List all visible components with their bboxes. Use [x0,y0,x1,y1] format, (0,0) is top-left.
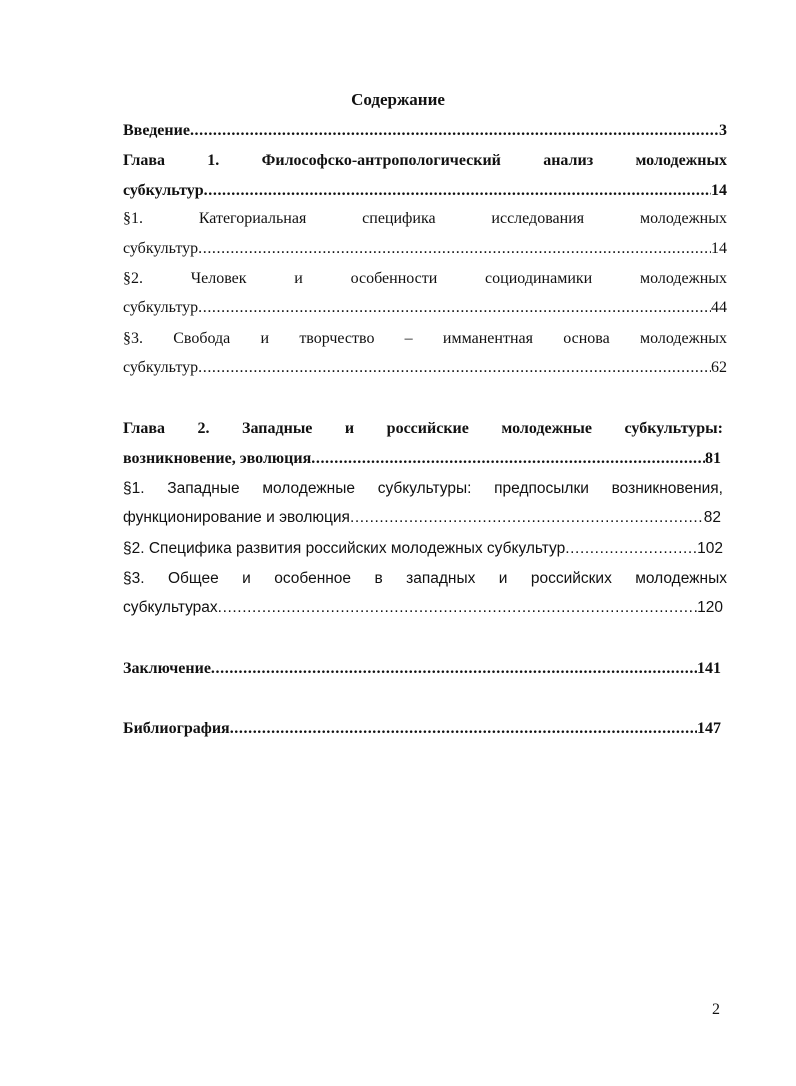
toc-label: §2. Специфика развития российских молодежных субкультур [123,540,566,557]
toc-label: субкультурах [123,599,218,616]
toc-chapter1-line2[interactable] [123,181,727,201]
toc-ch2-section1-line1[interactable]: §1. Западные молодежные субкультуры: предпосылки возникновения, [123,480,723,497]
toc-page: 14 [711,240,727,257]
toc-page: 62 [711,359,727,376]
toc-entry-conclusion[interactable] [123,659,721,679]
toc-chapter2-line1[interactable]: Глава 2. Западные и российские молодежные субкультуры: [123,420,723,437]
toc-label: Библиография [123,720,230,737]
dot-leader [230,719,697,739]
toc-page: 14 [711,182,727,199]
dot-leader [350,508,704,528]
toc-label: субкультур [123,240,199,257]
page-number: 2 [712,1001,720,1018]
toc-ch1-section2-line2[interactable] [123,298,727,318]
dot-leader [211,659,697,679]
toc-label: Введение [123,122,190,139]
toc-ch1-section1-line2[interactable] [123,239,727,259]
toc-ch2-section2[interactable] [123,539,723,559]
toc-page: 44 [711,299,727,316]
toc-page: 102 [697,540,723,557]
toc-page: 82 [703,509,721,526]
dot-leader [204,181,711,201]
toc-ch1-section2-line1[interactable]: §2. Человек и особенности социодинамики молодежных [123,270,727,287]
toc-chapter2-line2[interactable] [123,449,721,469]
toc-page: 81 [705,450,721,467]
dot-leader [198,358,711,378]
dot-leader [198,239,711,259]
toc-page: 147 [697,720,721,737]
dot-leader [565,539,697,559]
toc-ch2-section3-line2[interactable] [123,598,723,618]
toc-ch2-section3-line1[interactable]: §3. Общее и особенное в западных и российских молодежных [123,570,727,587]
toc-label: Заключение [123,660,211,677]
dot-leader [311,449,705,469]
toc-label: субкультур [123,359,199,376]
toc-label: субкультур [123,182,204,199]
toc-title: Содержание [351,90,445,109]
toc-ch1-section1-line1[interactable]: §1. Категориальная специфика исследования молодежных [123,210,727,227]
toc-label: возникновение, эволюция [123,450,312,467]
toc-page: 120 [697,599,723,616]
toc-ch1-section3-line2[interactable] [123,358,727,378]
toc-label: субкультур [123,299,199,316]
dot-leader [198,298,711,318]
toc-entry-intro[interactable] [123,121,727,141]
dot-leader [190,121,719,141]
toc-page: 141 [697,660,721,677]
toc-label: функционирование и эволюция [123,509,350,526]
toc-ch2-section1-line2[interactable] [123,508,721,528]
toc-ch1-section3-line1[interactable]: §3. Свобода и творчество – имманентная основа молодежных [123,330,727,347]
toc-chapter1-line1[interactable]: Глава 1. Философско-антропологический анализ молодежных [123,152,727,169]
toc-page: 3 [719,122,727,139]
dot-leader [218,598,697,618]
toc-entry-bibliography[interactable] [123,719,721,739]
